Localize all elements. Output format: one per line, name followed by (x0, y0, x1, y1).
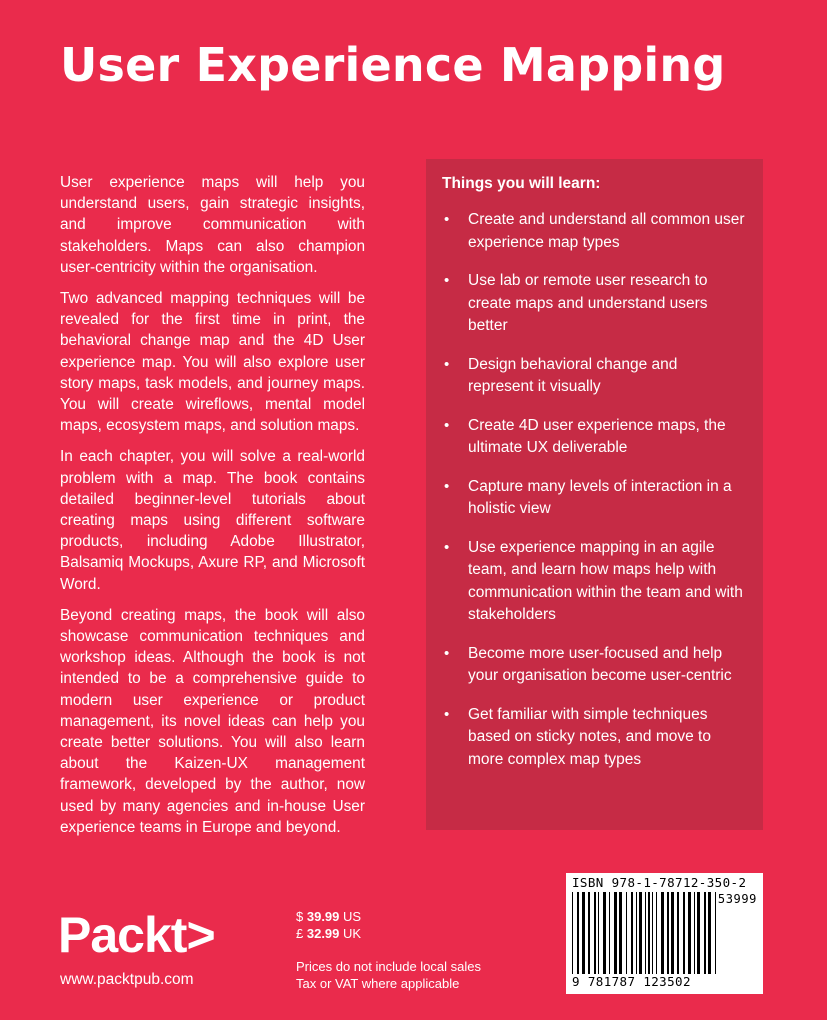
currency-code: UK (343, 926, 362, 941)
barcode-bar (603, 892, 606, 974)
barcode-bars (570, 892, 720, 976)
description-paragraph: Beyond creating maps, the book will also showcase communication techniques and workshop ideas. Although the book is not intended to be a comprehensive guide to modern user experience or product management, its novel ideas can help you create better solutions. You will also learn about the Kaizen-UX management framework, developed by the author, now used by many agencies and in-house User experience teams in Europe and beyond. (60, 606, 365, 836)
learn-item (442, 354, 745, 399)
packt-logo (58, 905, 215, 965)
learn-item-text: Design behavioral change and represent it visually (468, 355, 678, 395)
barcode-bar (671, 892, 674, 974)
currency-code: US (343, 909, 362, 924)
barcode-bar (656, 892, 657, 974)
barcode-bar (694, 892, 695, 974)
barcode-bar (588, 892, 590, 974)
logo-chevron-icon: > (186, 907, 215, 963)
tax-notice-line: Prices do not include local sales (296, 959, 481, 974)
barcode-bar (697, 892, 700, 974)
learn-item (442, 209, 745, 254)
book-title: User Experience Mapping (60, 38, 726, 92)
learn-item-text: Create 4D user experience maps, the ultimate UX deliverable (468, 416, 726, 456)
barcode-bar (708, 892, 711, 974)
barcode-bar (598, 892, 599, 974)
bullet-icon: • (444, 355, 450, 373)
isbn-barcode (566, 873, 763, 994)
price-block (296, 908, 361, 942)
currency-symbol: £ (296, 926, 304, 941)
description-paragraph: In each chapter, you will solve a real-world problem with a map. The book contains detailed beginner-level tutorials about creating maps using different software products, including Adobe Illustrator, Balsamiq Mockups, Axure RP, and Microsoft Word. (60, 448, 365, 593)
learn-item (442, 704, 745, 772)
barcode-bar (636, 892, 637, 974)
barcode-bar (688, 892, 691, 974)
learn-item (442, 270, 745, 338)
bullet-icon: • (444, 272, 450, 289)
barcode-bar (619, 892, 622, 974)
tax-notice-line: Tax or VAT where applicable (296, 976, 460, 991)
barcode-bar (609, 892, 610, 974)
price-value: 39.99 (306, 909, 340, 924)
price-value: 32.99 (306, 926, 340, 941)
bullet-icon: • (444, 416, 450, 434)
price-us (296, 908, 361, 925)
barcode-bar (704, 892, 706, 974)
logo-text: Packt (58, 907, 187, 963)
learn-item-text: Become more user-focused and help your organisation become user-centric (468, 644, 732, 684)
barcode-bar (582, 892, 585, 974)
learn-item-text: Use experience mapping in an agile team, and learn how maps help with communication within the team and with stakeholders (468, 538, 743, 623)
barcode-bar (577, 892, 579, 974)
barcode-bar (594, 892, 596, 974)
bullet-icon: • (444, 705, 450, 723)
learn-item-text: Use lab or remote user research to create maps and understand users better (468, 272, 708, 334)
learn-item-text: Capture many levels of interaction in a holistic view (468, 477, 732, 517)
isbn-number: ISBN 978-1-78712-350-2 (572, 875, 747, 890)
bullet-icon: • (444, 538, 450, 556)
barcode-bar (626, 892, 627, 974)
learn-item-text: Get familiar with simple techniques based on sticky notes, and move to more complex map types (468, 705, 711, 768)
barcode-bar (652, 892, 653, 974)
price-code: 53999 (717, 892, 757, 906)
learn-list (442, 209, 745, 771)
learn-item-text: Create and understand all common user experience map types (468, 211, 745, 251)
publisher-website: www.packtpub.com (60, 971, 194, 988)
learn-item (442, 476, 745, 521)
barcode-bar (614, 892, 617, 974)
book-description (60, 172, 365, 848)
barcode-bar (648, 892, 650, 974)
bullet-icon: • (444, 211, 450, 228)
bullet-icon: • (444, 644, 450, 662)
barcode-bar (631, 892, 633, 974)
barcode-bar (715, 892, 716, 974)
price-uk (296, 925, 361, 942)
bullet-icon: • (444, 477, 450, 495)
things-you-will-learn-box (426, 159, 763, 830)
description-paragraph: Two advanced mapping techniques will be revealed for the first time in print, the behavioral change map and the 4D User experience map. You will also explore user story maps, task models, and journey maps. You will create wireflows, mental model maps, ecosystem maps, and solution maps. (60, 290, 365, 435)
learn-item (442, 537, 745, 627)
learn-item (442, 415, 745, 460)
barcode-bar (683, 892, 685, 974)
description-paragraph: User experience maps will help you understand users, gain strategic insights, and improve communication with stakeholders. Maps can also champion user-centricity within the organisation. (60, 174, 365, 276)
barcode-bar (645, 892, 646, 974)
learn-item (442, 643, 745, 688)
barcode-bar (667, 892, 669, 974)
barcode-bar (661, 892, 664, 974)
learn-heading: Things you will learn: (442, 175, 601, 192)
ean-number: 9 781787 123502 (572, 974, 691, 989)
tax-notice (296, 958, 481, 992)
currency-symbol: $ (296, 909, 304, 924)
barcode-bar (639, 892, 642, 974)
barcode-bar (572, 892, 573, 974)
barcode-bar (677, 892, 679, 974)
